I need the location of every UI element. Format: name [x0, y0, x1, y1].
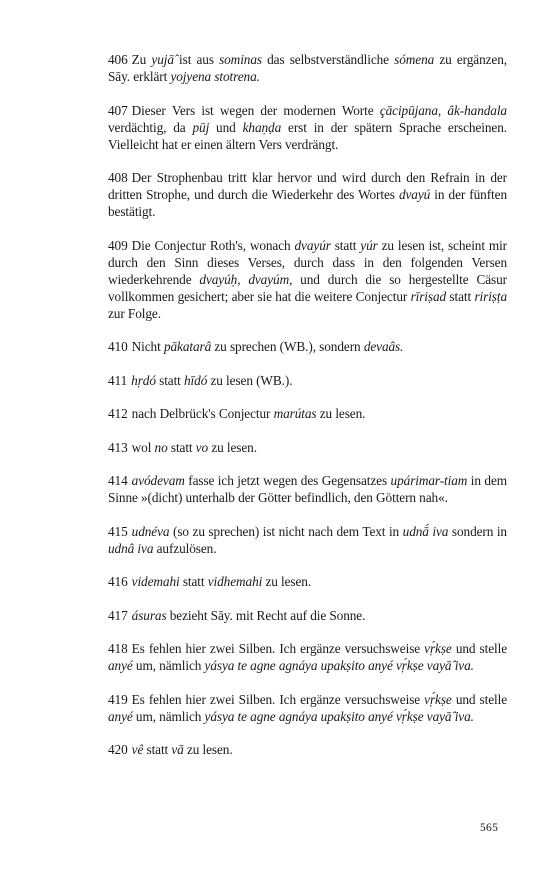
- note-text: in dem Sinne »(dicht) unterhalb der Götter befindlich, den Göttern nah«.: [108, 473, 507, 505]
- italic-term: hṛdó: [131, 372, 156, 388]
- note-text: zu lesen.: [316, 406, 366, 421]
- note-text: das selbstverständliche: [261, 52, 395, 67]
- italic-term: rīriṣad: [410, 288, 447, 304]
- note-text: und stelle: [451, 691, 507, 707]
- note-411: [108, 372, 507, 389]
- italic-term: vṛ́kṣe: [424, 691, 452, 707]
- italic-term: vṛ́kṣe: [424, 641, 452, 656]
- note-419: [108, 691, 507, 725]
- note-number: 418: [108, 641, 128, 656]
- italic-term: devaâs.: [363, 339, 404, 354]
- note-text: Dieser Vers ist wegen der modernen Worte: [131, 102, 380, 118]
- note-text: Zu: [131, 52, 152, 67]
- italic-term: anyé: [108, 708, 133, 724]
- note-number: 414: [108, 473, 128, 488]
- note-number: 409: [108, 237, 128, 253]
- note-413: [108, 439, 507, 456]
- note-number: 415: [108, 523, 128, 539]
- italic-term: marútas: [273, 406, 317, 421]
- italic-term: hīdó: [184, 372, 208, 388]
- italic-term: pūj: [192, 119, 210, 135]
- italic-term: pākatarâ: [163, 339, 212, 354]
- italic-term: sominas: [219, 52, 262, 67]
- italic-term: dvayú: [398, 187, 431, 202]
- note-number: 410: [108, 339, 128, 354]
- note-text: zu ergänzen, Sāy. erklärt: [108, 52, 507, 84]
- italic-term: dvayúr: [294, 237, 331, 253]
- italic-term: ásuras: [131, 607, 167, 623]
- italic-term: yásya te agne agnáya upakṣito anyé vṛ́kṣe vayā̂ iva.: [204, 658, 474, 673]
- note-number: 420: [108, 742, 128, 757]
- note-420: [108, 741, 507, 758]
- note-text: aufzulösen.: [153, 540, 217, 556]
- note-text: in der fünften bestätigt.: [108, 187, 507, 219]
- note-text: Es fehlen hier zwei Silben. Ich ergänze versuchsweise: [131, 641, 425, 656]
- note-418: [108, 640, 507, 674]
- italic-term: anyé: [108, 658, 133, 673]
- page-number: 565: [480, 822, 499, 834]
- note-text: statt: [179, 574, 208, 589]
- note-416: [108, 573, 507, 590]
- italic-term: yúr: [360, 237, 378, 253]
- italic-term: vê: [131, 742, 144, 757]
- note-408: [108, 169, 507, 220]
- note-text: Der Strophenbau tritt klar hervor und wird durch den Refrain in der dritten Strophe, und durch die Wiederkehr des Wortes: [108, 170, 507, 202]
- note-number: 411: [108, 372, 128, 388]
- italic-term: yásya te agne agnáya upakṣito anyé vṛ́kṣe vayā̂ iva.: [204, 708, 474, 724]
- italic-term: çācipūjana, âk-handala: [379, 102, 507, 118]
- note-text: statt: [330, 237, 361, 253]
- note-text: wol: [131, 439, 155, 455]
- note-text: statt: [143, 742, 172, 757]
- italic-term: avódevam: [131, 473, 185, 488]
- italic-term: yujā̂: [151, 52, 174, 67]
- note-text: fasse ich jetzt wegen des Gegensatzes: [184, 473, 391, 488]
- note-text: erst in der spätern Sprache erscheinen. Vielleicht hat er einen ältern Vers verdrängt.: [108, 119, 507, 152]
- note-text: Es fehlen hier zwei Silben. Ich ergänze versuchsweise: [131, 691, 425, 707]
- note-text: bezieht Sāy. mit Recht auf die Sonne.: [166, 607, 366, 623]
- note-text: zu lesen.: [262, 574, 312, 589]
- note-text: zu lesen (WB.).: [207, 372, 293, 388]
- italic-term: khaṇḍa: [242, 119, 282, 135]
- italic-term: vā: [171, 742, 184, 757]
- note-text: ist aus: [173, 52, 220, 67]
- note-407: [108, 102, 507, 153]
- note-410: [108, 338, 507, 355]
- note-number: 413: [108, 439, 128, 455]
- note-406: [108, 51, 507, 85]
- note-417: [108, 607, 507, 624]
- notes-list: [108, 51, 507, 758]
- note-number: 408: [108, 170, 128, 185]
- italic-term: udnâ iva: [108, 540, 154, 556]
- note-number: 412: [108, 406, 128, 421]
- note-409: [108, 237, 507, 322]
- note-414: [108, 472, 507, 506]
- note-text: statt: [167, 439, 196, 455]
- italic-term: vo: [195, 439, 209, 455]
- italic-term: no: [154, 439, 168, 455]
- note-text: und: [209, 119, 243, 135]
- note-415: [108, 523, 507, 557]
- italic-term: sómena: [394, 52, 435, 67]
- note-text: zu lesen.: [183, 742, 233, 757]
- note-412: [108, 405, 507, 422]
- note-text: zu sprechen (WB.), sondern: [211, 339, 364, 354]
- note-number: 419: [108, 691, 128, 707]
- italic-term: videmahi: [131, 574, 180, 589]
- italic-term: udnéva: [131, 523, 170, 539]
- note-text: Die Conjectur Roth's, wonach: [131, 237, 295, 253]
- note-text: sondern in: [448, 523, 507, 539]
- note-number: 406: [108, 52, 128, 67]
- italic-term: yojyena stotrena.: [170, 69, 260, 84]
- note-text: um, nämlich: [132, 658, 205, 673]
- note-text: zur Folge.: [108, 305, 161, 321]
- note-text: statt: [446, 288, 475, 304]
- note-number: 416: [108, 574, 128, 589]
- note-text: (so zu sprechen) ist nicht nach dem Text in: [169, 523, 403, 539]
- note-number: 417: [108, 607, 128, 623]
- italic-term: ririṣṭa: [474, 288, 508, 304]
- note-text: verdächtig, da: [108, 119, 193, 135]
- note-number: 407: [108, 102, 128, 118]
- note-text: Nicht: [131, 339, 164, 354]
- italic-term: upárimar-tiam: [390, 473, 468, 488]
- note-text: zu lesen ist, scheint mir durch den Sinn dieses Verses, durch dass in den folgenden Versen wiederkehrende: [108, 237, 508, 287]
- italic-term: dvayúḥ, dvayúm,: [199, 271, 293, 287]
- note-text: statt: [155, 372, 184, 388]
- note-text: um, nämlich: [132, 708, 205, 724]
- note-text: nach Delbrück's Conjectur: [131, 406, 274, 421]
- note-text: zu lesen.: [208, 439, 257, 455]
- italic-term: vidhemahi: [207, 574, 263, 589]
- note-text: und stelle: [451, 641, 507, 656]
- note-text: und durch die so hergestellte Cäsur vollkommen gesichert; aber sie hat die weitere Conjectur: [108, 271, 507, 304]
- italic-term: udnā́ iva: [402, 523, 449, 539]
